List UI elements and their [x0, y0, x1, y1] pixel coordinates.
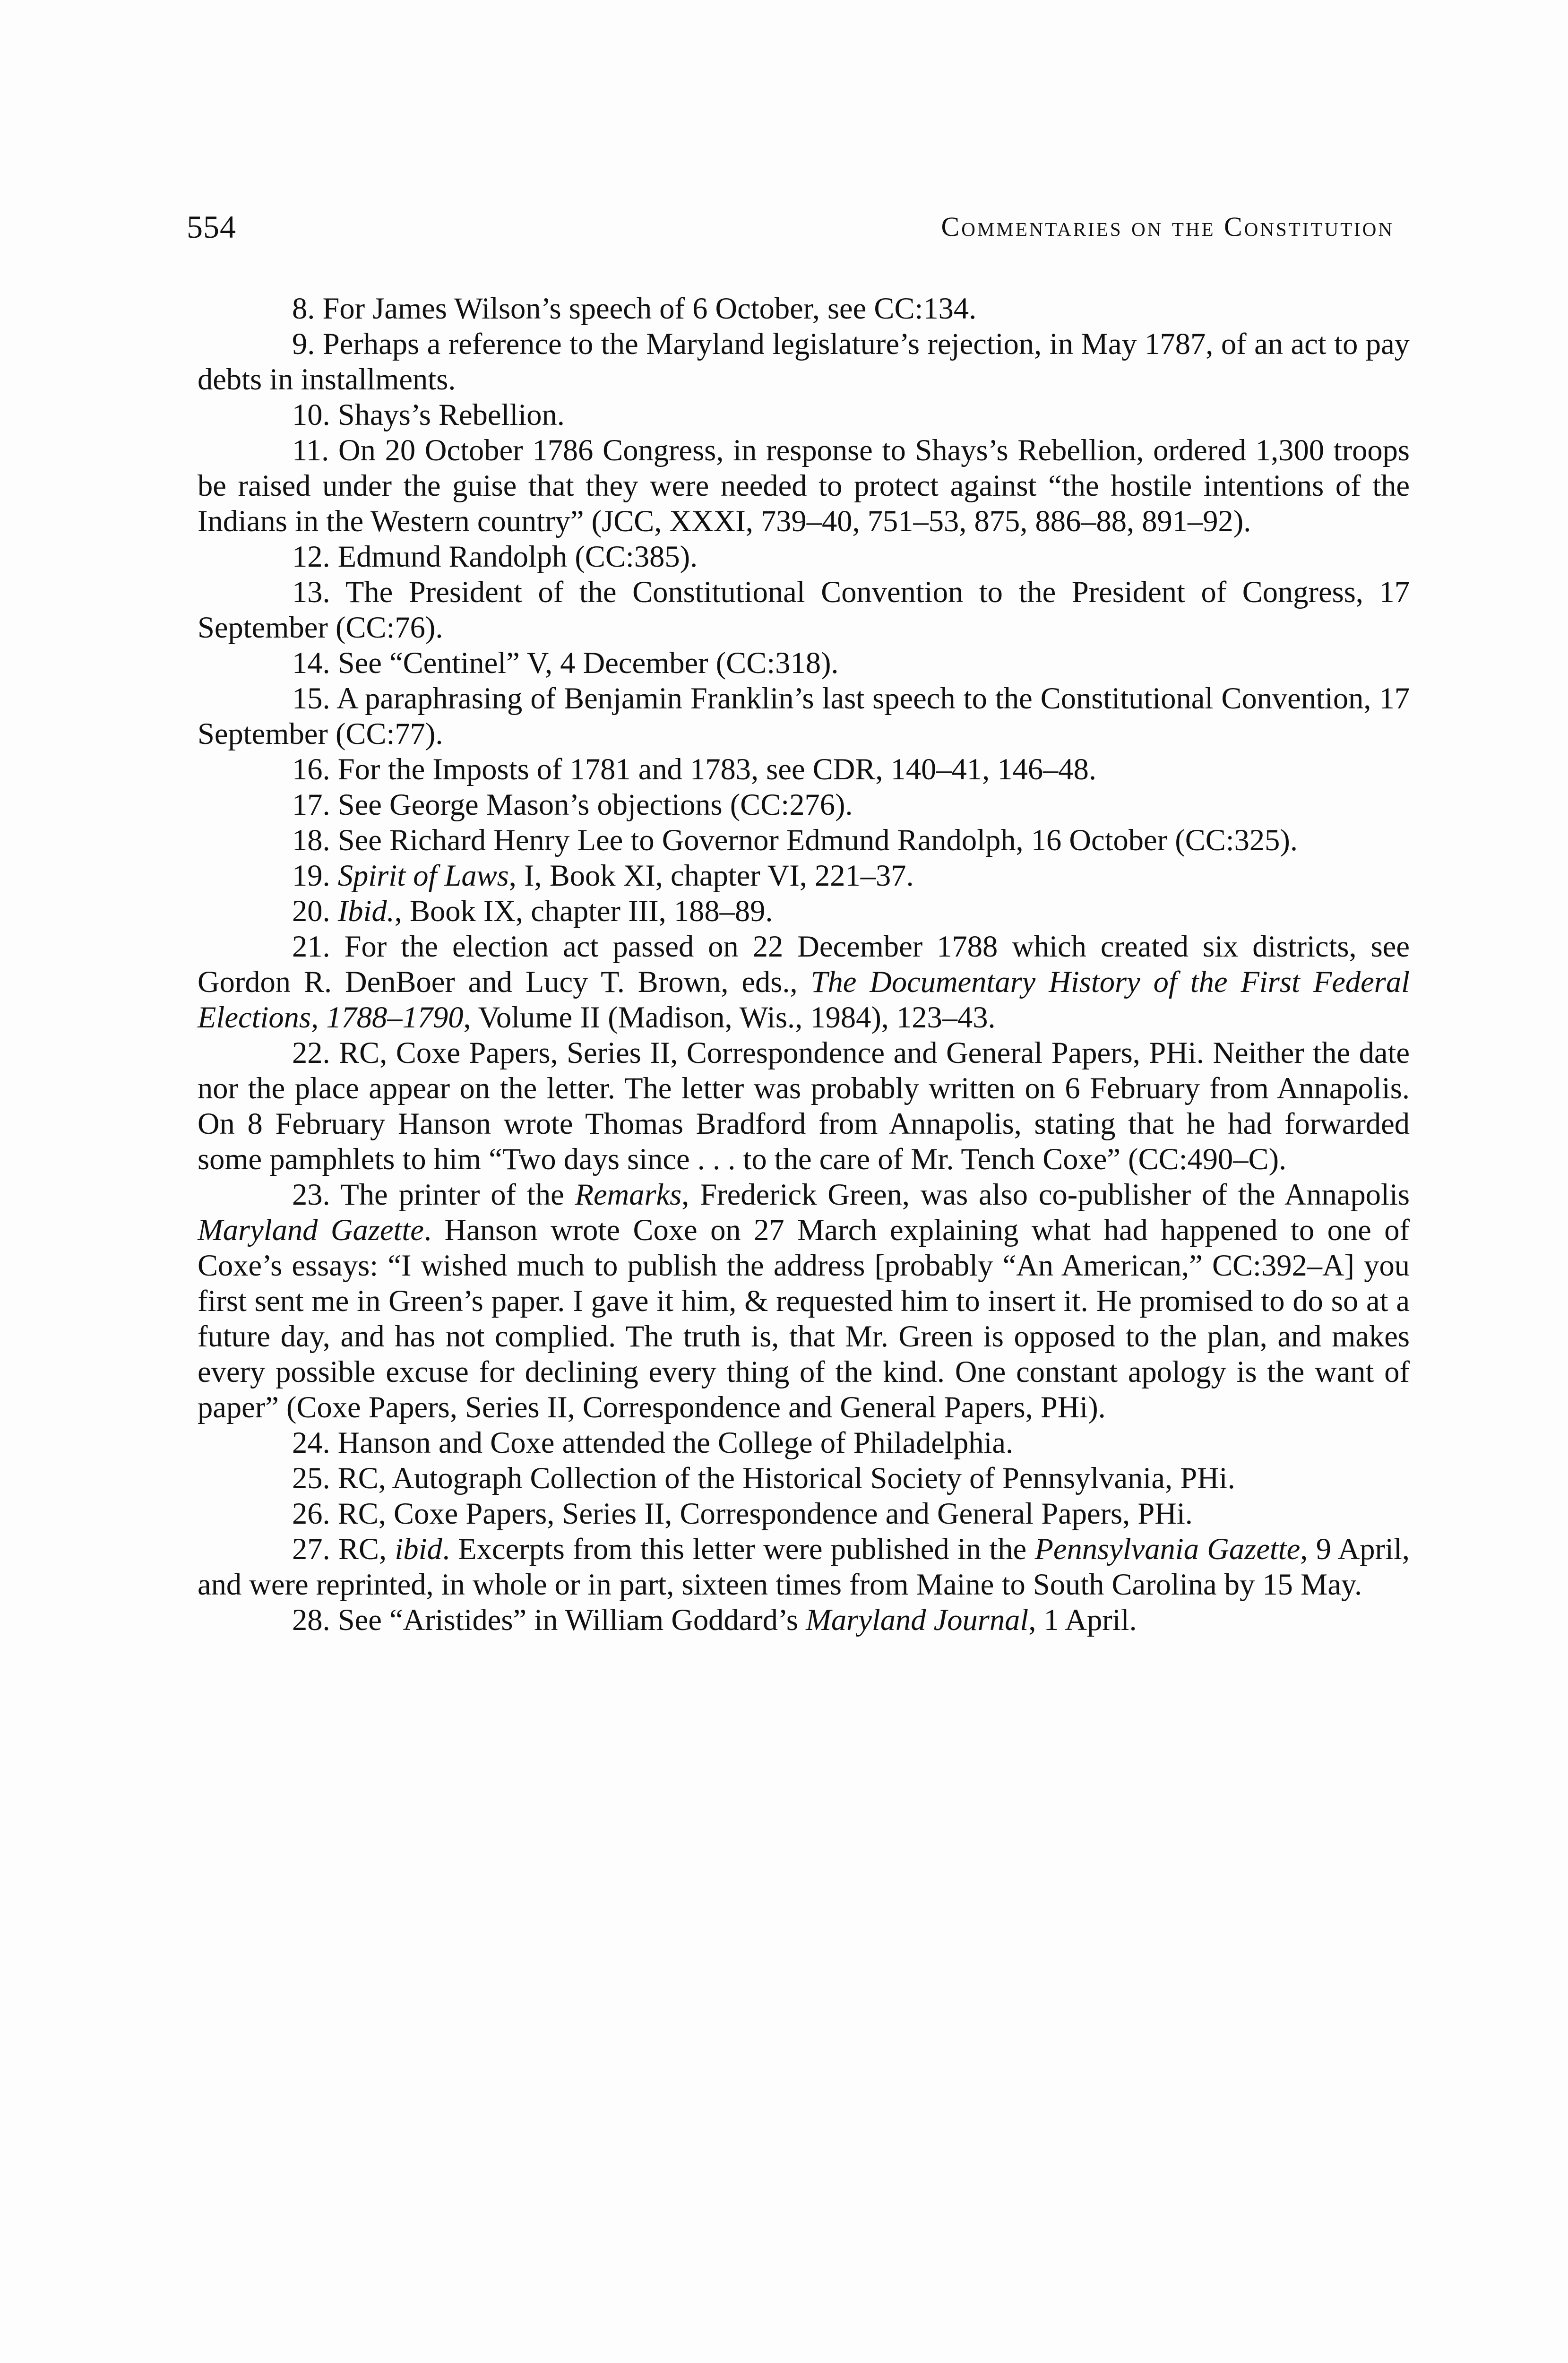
- endnote: [198, 397, 1410, 432]
- endnote: [198, 574, 1410, 645]
- endnote-text: On 20 October 1786 Congress, in response to Shays’s Rebellion, ordered 1,300 troops be raised under the guise that they were needed to protect against “the hostile intentions of the Indians in the Western country” (JCC, XXXI, 739–40, 751–53, 875, 886–88, 891–92).: [198, 433, 1410, 538]
- endnote: [198, 787, 1410, 822]
- endnote-text: RC,: [338, 1532, 395, 1566]
- endnote-text: Edmund Randolph (CC:385).: [337, 540, 698, 573]
- endnote: [198, 1602, 1410, 1638]
- endnote-number: 28.: [292, 1603, 330, 1637]
- endnote-number: 21.: [292, 930, 330, 963]
- endnote-text: Perhaps a reference to the Maryland legislature’s rejection, in May 1787, of an act to pay debts in installments.: [198, 327, 1410, 396]
- endnote-number: 12.: [292, 540, 330, 573]
- endnote-italic-text: Pennsylvania Gazette: [1034, 1532, 1301, 1566]
- endnote: [198, 929, 1410, 1035]
- endnote: [198, 1496, 1410, 1531]
- endnote-number: 15.: [292, 681, 330, 715]
- endnote-number: 10.: [292, 398, 330, 431]
- endnote-text: For the election act passed on 22 December 1788 which created six districts, see Gordon R. DenBoer and Lucy T. Brown, eds.,: [198, 930, 1410, 999]
- running-title: Commentaries on the Constitution: [941, 211, 1394, 242]
- endnote: [198, 681, 1410, 751]
- endnote-text: The President of the Constitutional Convention to the President of Congress, 17 September (CC:76).: [198, 575, 1410, 644]
- endnote-text: , Volume II (Madison, Wis., 1984), 123–43.: [463, 1000, 996, 1034]
- endnote: [198, 893, 1410, 929]
- endnote: [198, 1177, 1410, 1425]
- endnote-number: 18.: [292, 823, 330, 857]
- endnote-number: 20.: [292, 894, 330, 928]
- endnote-number: 13.: [292, 575, 330, 609]
- endnote: [198, 539, 1410, 574]
- endnote-number: 14.: [292, 646, 330, 680]
- endnote-number: 8.: [292, 292, 315, 325]
- endnote-italic-text: Remarks: [575, 1178, 682, 1211]
- endnote-number: 22.: [292, 1036, 330, 1069]
- endnote-number: 24.: [292, 1426, 330, 1459]
- endnote-number: 17.: [292, 788, 330, 821]
- endnote: [198, 1425, 1410, 1460]
- endnote: [198, 291, 1410, 326]
- endnote-text: , 9 April, and were reprinted, in whole or in part, sixteen times from Maine to South Carolina by 15 May.: [198, 1532, 1410, 1601]
- endnote-text: RC, Coxe Papers, Series II, Correspondence and General Papers, PHi. Neither the date nor the place appear on the letter. The letter was probably written on 6 February from Annapolis. On 8 February Hanson wrote Thomas Bradford from Annapolis, stating that he had forwarded some pamphlets to him “Two days since . . . to the care of Mr. Tench Coxe” (CC:490–C).: [198, 1036, 1410, 1176]
- endnote-text: , I, Book XI, chapter VI, 221–37.: [508, 859, 914, 892]
- endnote: [198, 858, 1410, 893]
- endnote-text: . Excerpts from this letter were published in the: [442, 1532, 1035, 1566]
- endnote-italic-text: Spirit of Laws: [337, 859, 509, 892]
- endnote-number: 16.: [292, 752, 330, 786]
- endnote-text: . Hanson wrote Coxe on 27 March explaining what had happened to one of Coxe’s essays: “I wished much to publish the address [probably “An American,” CC:392–A] you first sent me in Green’s paper. I gave it him, & requested him to insert it. He promised to do so at a future day, and has not complied. The truth is, that Mr. Green is opposed to the plan, and makes every possible excuse for declining every thing of the kind. One constant apology is the want of paper” (Coxe Papers, Series II, Correspondence and General Papers, PHi).: [198, 1213, 1410, 1424]
- endnote-number: 19.: [292, 859, 330, 892]
- page-number: 554: [187, 209, 236, 245]
- endnote-italic-text: The Documentary History of the First Federal Elections, 1788–1790: [198, 965, 1410, 1034]
- endnote: [198, 1460, 1410, 1496]
- endnote-text: , Frederick Green, was also co-publisher of the Annapolis: [681, 1178, 1410, 1211]
- endnote-number: 9.: [292, 327, 315, 361]
- endnote-number: 23.: [292, 1178, 330, 1211]
- endnote-text: See George Mason’s objections (CC:276).: [337, 788, 853, 821]
- endnote-text: , Book IX, chapter III, 188–89.: [394, 894, 773, 928]
- endnote: [198, 822, 1410, 858]
- running-head: [187, 206, 1394, 248]
- endnote: [198, 1035, 1410, 1177]
- endnote: [198, 1531, 1410, 1602]
- endnote-text: RC, Coxe Papers, Series II, Correspondence and General Papers, PHi.: [337, 1497, 1193, 1530]
- endnote-italic-text: Maryland Gazette: [198, 1213, 424, 1247]
- endnote-italic-text: Maryland Journal: [806, 1603, 1029, 1637]
- endnote-text: Hanson and Coxe attended the College of Philadelphia.: [337, 1426, 1014, 1459]
- endnote-italic-text: ibid: [395, 1532, 442, 1566]
- endnote-number: 26.: [292, 1497, 330, 1530]
- endnote: [198, 645, 1410, 681]
- endnote-italic-text: Ibid.: [337, 894, 395, 928]
- endnote-text: For the Imposts of 1781 and 1783, see CDR, 140–41, 146–48.: [337, 752, 1097, 786]
- endnote-number: 27.: [292, 1532, 330, 1566]
- endnote-text: For James Wilson’s speech of 6 October, see CC:134.: [322, 292, 977, 325]
- endnote-text: A paraphrasing of Benjamin Franklin’s last speech to the Constitutional Convention, 17 September (CC:77).: [198, 681, 1410, 750]
- endnote: [198, 326, 1410, 397]
- endnote-text: See Richard Henry Lee to Governor Edmund Randolph, 16 October (CC:325).: [337, 823, 1298, 857]
- endnote-text: Shays’s Rebellion.: [337, 398, 565, 431]
- endnote: [198, 432, 1410, 539]
- endnote: [198, 751, 1410, 787]
- endnotes-list: [198, 291, 1410, 1638]
- endnote-text: RC, Autograph Collection of the Historical Society of Pennsylvania, PHi.: [337, 1461, 1235, 1495]
- endnote-text: See “Centinel” V, 4 December (CC:318).: [337, 646, 839, 680]
- endnote-text: , 1 April.: [1028, 1603, 1137, 1637]
- endnote-number: 25.: [292, 1461, 330, 1495]
- endnote-number: 11.: [292, 433, 329, 467]
- endnote-text: The printer of the: [340, 1178, 575, 1211]
- endnote-text: See “Aristides” in William Goddard’s: [337, 1603, 806, 1637]
